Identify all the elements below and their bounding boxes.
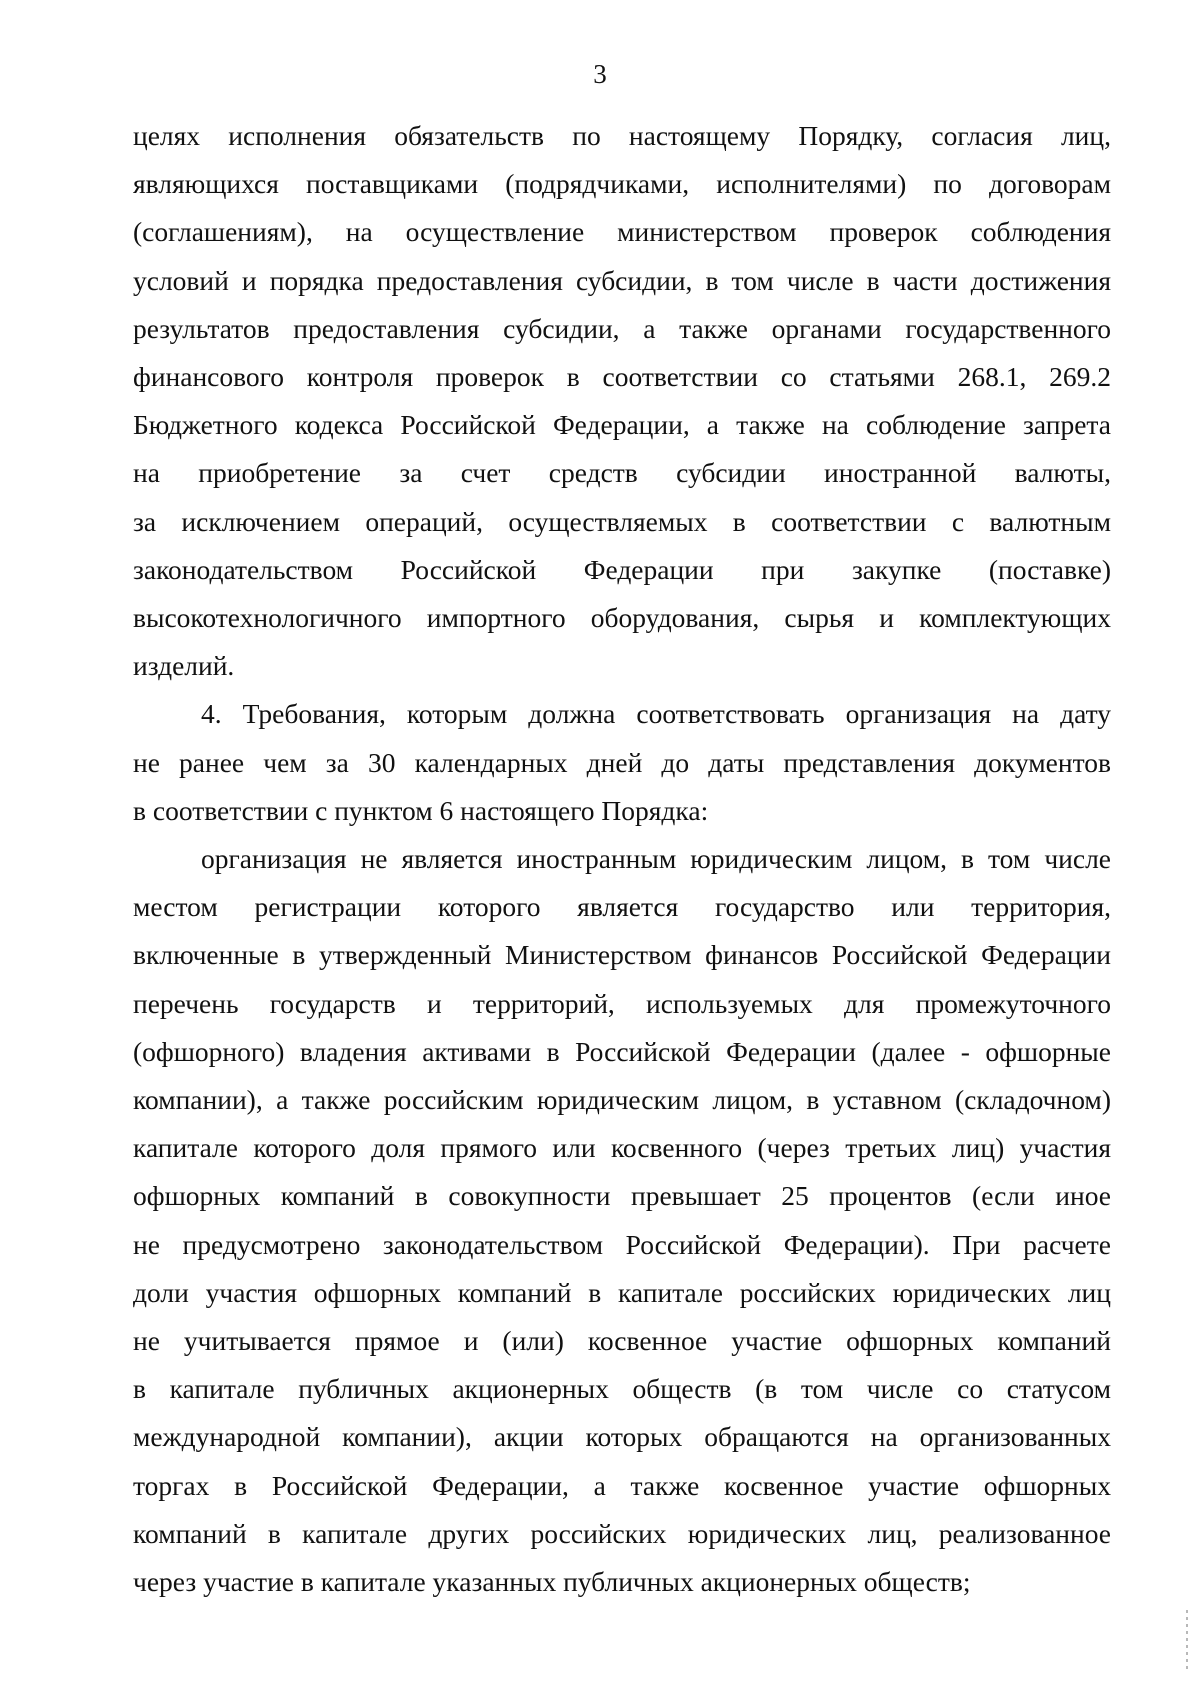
paragraph-requirements-item-4 <box>133 690 1111 835</box>
text-line: местом регистрации которого является государство или территория, <box>133 891 1111 923</box>
paragraph-obligations-continued <box>133 112 1111 690</box>
text-line: в капитале публичных акционерных обществ (в том числе со статусом <box>133 1373 1111 1405</box>
text-line: финансового контроля проверок в соответствии со статьями 268.1, 269.2 <box>133 361 1111 393</box>
text-line: компании), а также российским юридическим лицом, в уставном (складочном) <box>133 1084 1111 1116</box>
text-line: условий и порядка предоставления субсидии, в том числе в части достижения <box>133 264 1111 296</box>
document-body <box>133 112 1111 1606</box>
text-line: не ранее чем за 30 календарных дней до даты представления документов <box>133 746 1111 778</box>
text-line: торгах в Российской Федерации, а также косвенное участие офшорных <box>133 1469 1111 1501</box>
text-line: Бюджетного кодекса Российской Федерации, а также на соблюдение запрета <box>133 409 1111 441</box>
text-line: законодательством Российской Федерации при закупке (поставке) <box>133 553 1111 585</box>
text-line: доли участия офшорных компаний в капитале российских юридических лиц <box>133 1276 1111 1308</box>
text-line: на приобретение за счет средств субсидии иностранной валюты, <box>133 457 1111 489</box>
text-line: капитале которого доля прямого или косвенного (через третьих лиц) участия <box>133 1132 1111 1164</box>
scan-edge-mark <box>1186 1610 1188 1670</box>
text-line: изделий. <box>133 650 235 682</box>
text-line: в соответствии с пунктом 6 настоящего Порядка: <box>133 794 709 826</box>
text-line: результатов предоставления субсидии, а также органами государственного <box>133 312 1111 344</box>
text-line: не предусмотрено законодательством Российской Федерации). При расчете <box>133 1228 1111 1260</box>
text-line: 4. Требования, которым должна соответствовать организация на дату <box>201 698 1111 730</box>
text-line: через участие в капитале указанных публичных акционерных обществ; <box>133 1566 971 1598</box>
text-line: международной компании), акции которых обращаются на организованных <box>133 1421 1111 1453</box>
text-line: включенные в утвержденный Министерством финансов Российской Федерации <box>133 939 1111 971</box>
text-line: за исключением операций, осуществляемых в соответствии с валютным <box>133 505 1111 537</box>
text-line: являющихся поставщиками (подрядчиками, исполнителями) по договорам <box>133 168 1111 200</box>
text-line: высокотехнологичного импортного оборудования, сырья и комплектующих <box>133 602 1111 634</box>
text-line: (соглашениям), на осуществление министерством проверок соблюдения <box>133 216 1111 248</box>
text-line: целях исполнения обязательств по настоящему Порядку, согласия лиц, <box>133 120 1111 151</box>
paragraph-offshore-requirement <box>133 835 1111 1606</box>
text-line: не учитывается прямое и (или) косвенное участие офшорных компаний <box>133 1325 1111 1357</box>
text-line: (офшорного) владения активами в Российской Федерации (далее - офшорные <box>133 1035 1111 1067</box>
text-line: офшорных компаний в совокупности превышает 25 процентов (если иное <box>133 1180 1111 1212</box>
page-number: 3 <box>593 59 607 89</box>
text-line: компаний в капитале других российских юридических лиц, реализованное <box>133 1517 1111 1549</box>
text-line: организация не является иностранным юридическим лицом, в том числе <box>201 843 1111 875</box>
text-line: перечень государств и территорий, используемых для промежуточного <box>133 987 1111 1019</box>
